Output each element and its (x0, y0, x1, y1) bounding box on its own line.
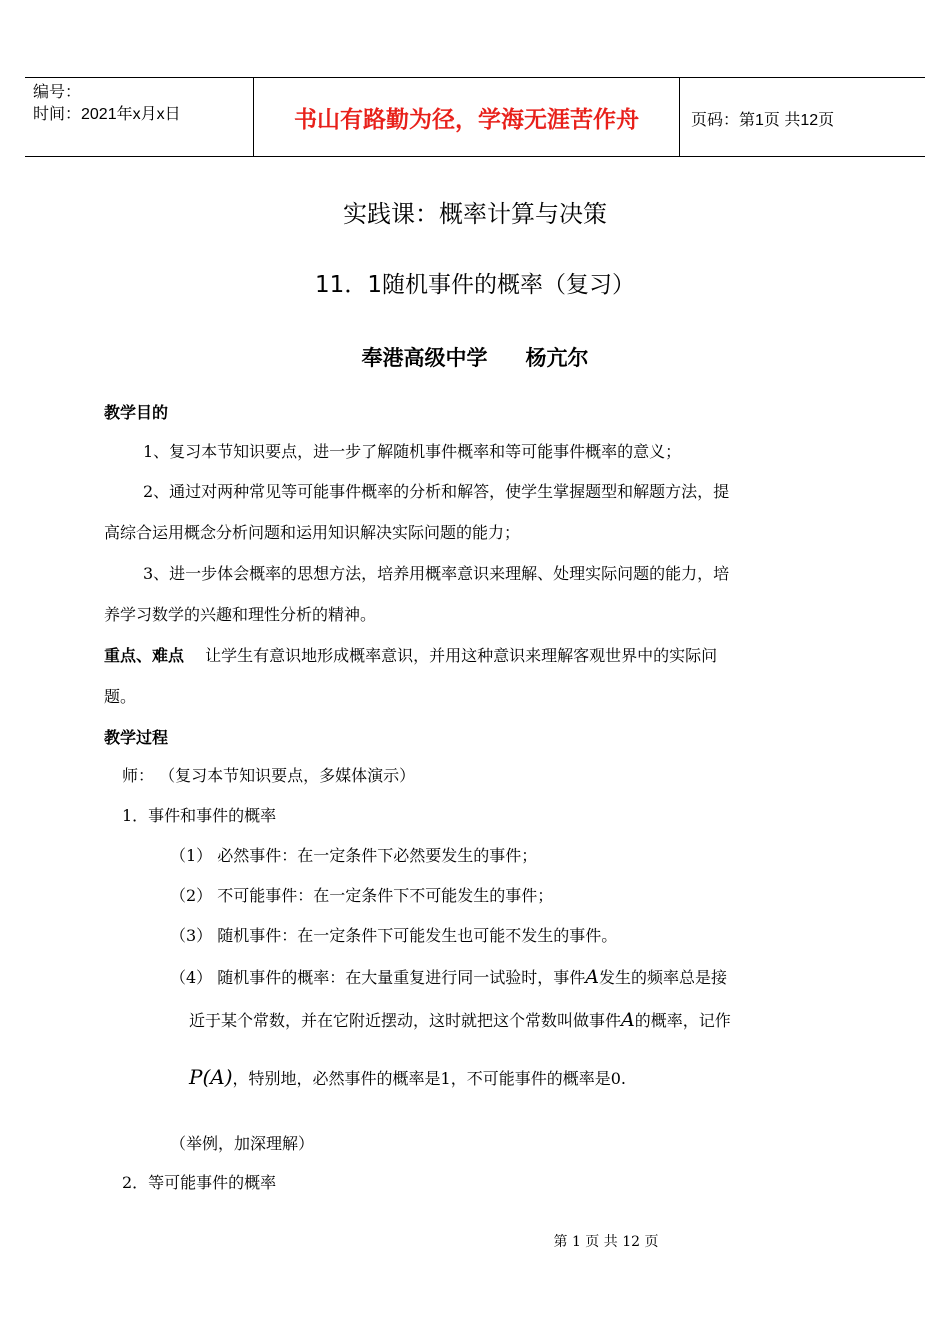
definition-4-text-a: （4） 随机事件的概率：在大量重复进行同一试验时，事件 (170, 968, 586, 987)
objective-1: 1、复习本节知识要点，进一步了解随机事件概率和等可能事件概率的意义； (143, 442, 682, 461)
section-2-heading: 2．等可能事件的概率 (122, 1173, 277, 1192)
definition-4-text-d: 的概率，记作 (634, 1011, 731, 1030)
key-points-line2: 题。 (104, 687, 137, 706)
time-label: 时间：2021年x月x日 (33, 106, 181, 123)
objective-3-line1: 3、进一步体会概率的思想方法，培养用概率意识来理解、处理实际问题的能力，培 (143, 564, 730, 583)
page-footer: 第 1 页 共 12 页 (553, 1234, 659, 1250)
motto: 书山有路勤为径，学海无涯苦作舟 (294, 106, 639, 133)
divider (679, 78, 680, 156)
definition-1: （1） 必然事件：在一定条件下必然要发生的事件； (170, 846, 538, 865)
objective-3-line2: 养学习数学的兴趣和理性分析的精神。 (104, 605, 377, 624)
author-school: 奉港高级中学 (361, 345, 488, 370)
page-info: 页码：第1页 共12页 (691, 112, 835, 129)
example-note: （举例，加深理解） (170, 1134, 315, 1153)
definition-3: （3） 随机事件：在一定条件下可能发生也可能不发生的事件。 (170, 926, 618, 945)
key-points-label: 重点、难点 (104, 646, 185, 665)
definition-4-line2 (189, 1009, 731, 1032)
page-subtitle: 11．1随机事件的概率（复习） (315, 272, 635, 298)
teacher-line: 师： （复习本节知识要点，多媒体演示） (122, 766, 416, 785)
header-table (25, 77, 925, 157)
author-name: 杨亢尔 (525, 345, 589, 370)
math-var-a: A (621, 1009, 635, 1031)
objective-2-line1: 2、通过对两种常见等可能事件概率的分析和解答，使学生掌握题型和解题方法，提 (143, 482, 730, 501)
header-info (33, 82, 253, 126)
math-var-a: A (585, 966, 600, 988)
key-points-text: 让学生有意识地形成概率意识，并用这种意识来理解客观世界中的实际问 (205, 646, 718, 665)
key-points (104, 645, 717, 667)
objective-2-line2: 高综合运用概念分析问题和运用知识解决实际问题的能力； (104, 523, 521, 542)
definition-4-text-b: 发生的频率总是接 (599, 968, 728, 987)
objectives-heading: 教学目的 (104, 403, 169, 422)
code-label: 编号： (33, 84, 82, 101)
author-line (0, 342, 950, 372)
definition-4-text-e: ，特别地，必然事件的概率是1，不可能事件的概率是0. (232, 1069, 626, 1088)
section-1-heading: 1．事件和事件的概率 (122, 806, 277, 825)
probability-notation: P(A) (189, 1065, 233, 1089)
definition-4-text-c: 近于某个常数，并在它附近摆动，这时就把这个常数叫做事件 (189, 1011, 622, 1030)
definition-4-line1 (170, 966, 727, 989)
process-heading: 教学过程 (104, 728, 169, 747)
page-title: 实践课：概率计算与决策 (343, 200, 607, 228)
definition-2: （2） 不可能事件：在一定条件下不可能发生的事件； (170, 886, 554, 905)
definition-4-line3 (189, 1066, 626, 1090)
